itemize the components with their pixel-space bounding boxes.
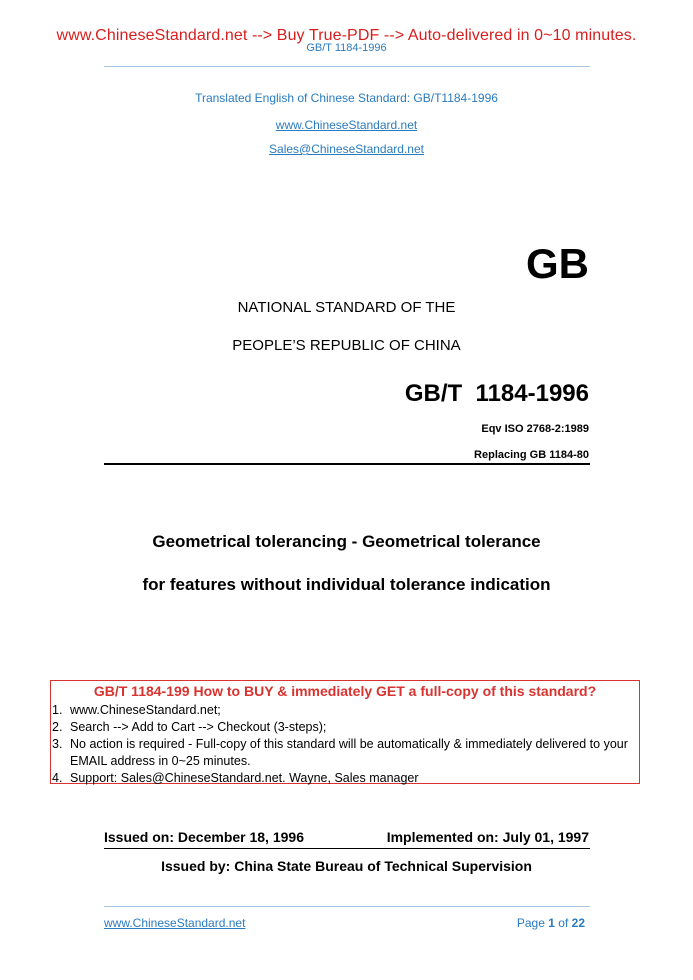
issued-on-date: Issued on: December 18, 1996 — [104, 829, 304, 845]
step-text: Support: Sales@ChineseStandard.net. Wayne, Sales manager — [70, 771, 419, 785]
step-number: 3. — [52, 737, 63, 751]
title-divider — [104, 463, 590, 465]
step-text: www.ChineseStandard.net; — [70, 703, 221, 717]
replacing-standard: Replacing GB 1184-80 — [474, 449, 589, 461]
issue-divider — [104, 848, 590, 849]
promo-banner[interactable]: www.ChineseStandard.net --> Buy True-PDF --> Auto-delivered in 0~10 minutes. — [56, 27, 637, 44]
national-standard-line1: NATIONAL STANDARD OF THE — [237, 299, 456, 316]
purchase-steps-list — [51, 702, 639, 787]
header-standard-code: GB/T 1184-1996 — [306, 42, 387, 54]
footer-website-link[interactable]: www.ChineseStandard.net — [104, 916, 246, 930]
header-divider — [104, 66, 590, 67]
gb-mark: GB — [526, 240, 589, 287]
list-item — [51, 719, 639, 736]
step-number: 4. — [52, 771, 63, 785]
issuing-authority: Issued by: China State Bureau of Technical Supervision — [161, 858, 532, 874]
standard-number: GB/T 1184-1996 — [404, 380, 589, 407]
website-link[interactable]: www.ChineseStandard.net — [275, 118, 418, 132]
purchase-box-title: GB/T 1184-199 How to BUY & immediately GET a full-copy of this standard? — [93, 683, 597, 699]
page-total: 22 — [571, 916, 585, 930]
page-label: Page — [516, 916, 545, 930]
national-standard-line2: PEOPLE’S REPUBLIC OF CHINA — [232, 337, 461, 354]
purchase-info-box — [50, 680, 640, 784]
page-indicator — [517, 916, 585, 930]
page-current: 1 — [548, 916, 555, 930]
implemented-on-date: Implemented on: July 01, 1997 — [386, 829, 589, 845]
list-item — [51, 736, 639, 770]
email-link[interactable]: Sales@ChineseStandard.net — [269, 142, 424, 156]
footer-divider — [104, 906, 590, 907]
page-of: of — [558, 916, 569, 930]
step-number: 2. — [52, 720, 63, 734]
document-title-line1: Geometrical tolerancing - Geometrical tolerance — [152, 532, 541, 551]
step-text: No action is required - Full-copy of this standard will be automatically & immediately delivered to your EMAIL address in 0~25 minutes. — [70, 737, 628, 768]
list-item — [51, 702, 639, 719]
step-number: 1. — [52, 703, 63, 717]
list-item — [51, 770, 639, 787]
document-title-line2: for features without individual tolerance indication — [142, 575, 551, 594]
equivalent-standard: Eqv ISO 2768-2:1989 — [481, 423, 589, 435]
step-text: Search --> Add to Cart --> Checkout (3-steps); — [70, 720, 327, 734]
translation-note: Translated English of Chinese Standard: GB/T1184-1996 — [195, 91, 498, 105]
